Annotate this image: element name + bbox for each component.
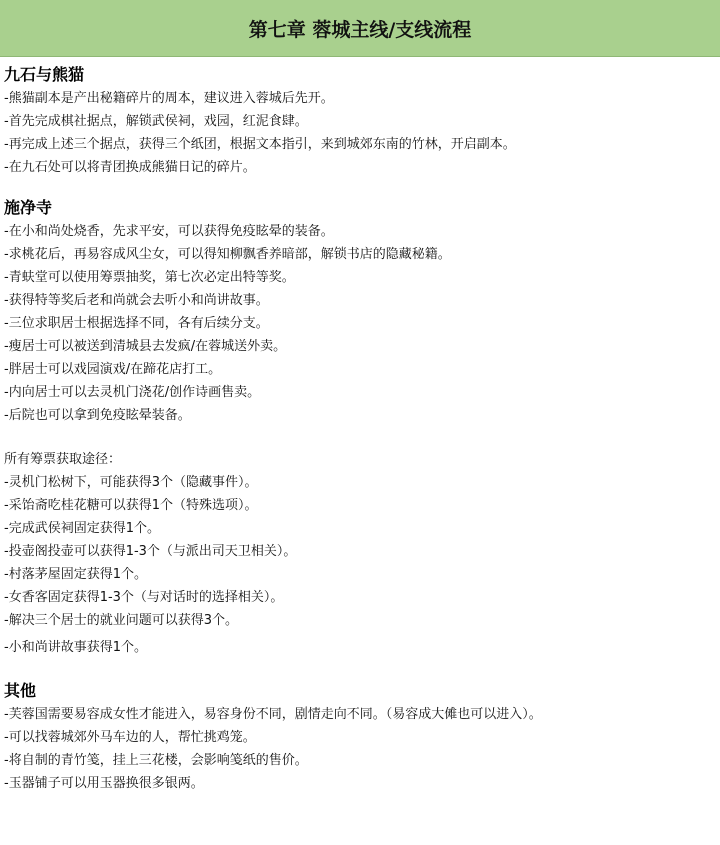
list-item: -在小和尚处烧香，先求平安，可以获得免疫眩晕的装备。: [4, 224, 334, 239]
list-item: -后院也可以拿到免疫眩晕装备。: [4, 408, 191, 423]
list-item: -村落茅屋固定获得1个。: [4, 567, 147, 582]
list-item: -内向居士可以去灵机门浇花/创作诗画售卖。: [4, 385, 261, 400]
chapter-header: [0, 0, 720, 57]
section-title: 九石与熊猫: [4, 65, 85, 84]
list-item: -采饴斋吃桂花糖可以获得1个（特殊选项）。: [4, 498, 258, 513]
section-shijing-temple: [4, 196, 714, 427]
list-item: -将自制的青竹笺，挂上三花楼，会影响笺纸的售价。: [4, 753, 308, 768]
list-item: -小和尚讲故事获得1个。: [4, 640, 147, 655]
list-item: -三位求职居士根据选择不同，各有后续分支。: [4, 316, 269, 331]
chapter-title: 第七章 蓉城主线/支线流程: [248, 18, 472, 41]
list-item: -可以找蓉城郊外马车边的人，帮忙挑鸡笼。: [4, 730, 256, 745]
list-item: -胖居士可以戏园演戏/在蹄花店打工。: [4, 362, 222, 377]
section-title: 其他: [4, 681, 37, 700]
list-item: -女香客固定获得1-3个（与对话时的选择相关）。: [4, 590, 284, 605]
list-item: -灵机门松树下，可能获得3个（隐藏事件）。: [4, 475, 258, 490]
list-item: -在九石处可以将青团换成熊猫日记的碎片。: [4, 160, 256, 175]
section-other: [4, 679, 714, 795]
section-title: 施净寺: [4, 198, 53, 217]
list-item: -熊猫副本是产出秘籍碎片的周本，建议进入蓉城后先开。: [4, 91, 334, 106]
list-item: -投壶阁投壶可以获得1-3个（与派出司天卫相关）。: [4, 544, 297, 559]
list-item: -玉器铺子可以用玉器换很多银两。: [4, 776, 204, 791]
list-item: -青蚨堂可以使用筹票抽奖，第七次必定出特等奖。: [4, 270, 295, 285]
document-body: [0, 63, 720, 795]
ticket-sources-block: [4, 448, 714, 659]
section-jiushi-panda: [4, 63, 714, 179]
list-item: -获得特等奖后老和尚就会去听小和尚讲故事。: [4, 293, 269, 308]
list-item: -芙蓉国需要易容成女性才能进入，易容身份不同，剧情走向不同。（易容成大傩也可以进入）。: [4, 707, 542, 722]
list-item: -首先完成棋社据点，解锁武侯祠，戏园，红泥食肆。: [4, 114, 308, 129]
list-item: -完成武侯祠固定获得1个。: [4, 521, 160, 536]
list-item: -解决三个居士的就业问题可以获得3个。: [4, 613, 238, 628]
list-item: -瘦居士可以被送到清城县去发疯/在蓉城送外卖。: [4, 339, 287, 354]
list-item: -再完成上述三个据点，获得三个纸团，根据文本指引，来到城郊东南的竹林，开启副本。: [4, 137, 516, 152]
list-item: -求桃花后，再易容成风尘女，可以得知柳飘香养暗部，解锁书店的隐藏秘籍。: [4, 247, 451, 262]
ticket-sources-heading: 所有筹票获取途径：: [4, 452, 122, 467]
